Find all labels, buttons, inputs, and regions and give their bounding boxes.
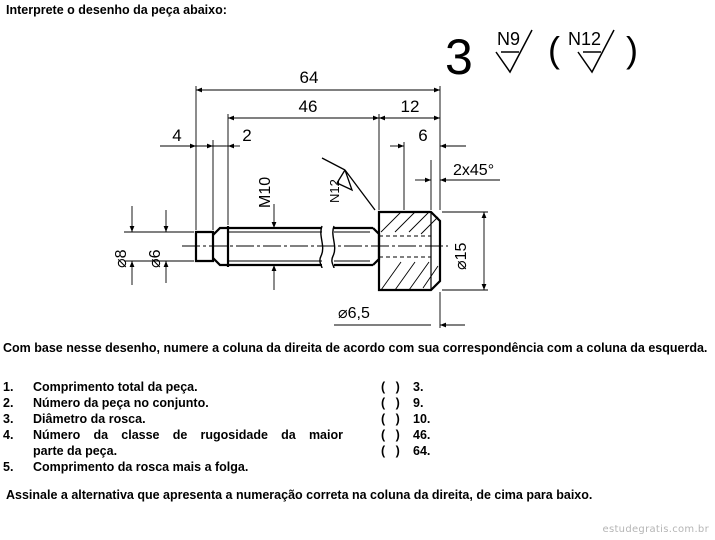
- dim-gap-label: 2: [242, 126, 252, 145]
- answer-blank[interactable]: ( ): [381, 412, 400, 426]
- dim-dia-6-5-label: ⌀6,5: [338, 305, 370, 322]
- watermark: estudegratis.com.br: [602, 524, 709, 535]
- dim-pin-label: 4: [172, 126, 182, 145]
- dim-dia-8-label: ⌀8: [113, 249, 130, 268]
- dim-thread-label: M10: [257, 176, 274, 208]
- dim-chamfer-label: 2x45°: [453, 162, 495, 179]
- question-text: Com base nesse desenho, numere a coluna da direita de acordo com sua correspondência com a coluna da esquerda.: [3, 341, 708, 355]
- item-text: Número da classe de rugosidade da maior: [33, 428, 343, 442]
- instruction-text: Assinale a alternativa que apresenta a numeração correta na coluna da direita, de cima para baixo.: [6, 488, 593, 502]
- part-number-label: 3: [445, 29, 473, 85]
- dim-total-label: 64: [299, 68, 319, 87]
- answer-blank[interactable]: ( ): [381, 444, 400, 458]
- item-text-continued: parte da peça.: [33, 444, 118, 458]
- finish-other-label: N12: [568, 29, 602, 49]
- dim-head-label: 12: [400, 97, 420, 116]
- answer-blank[interactable]: ( ): [381, 428, 400, 442]
- item-text: Comprimento da rosca mais a folga.: [33, 460, 249, 474]
- answer-value: 3.: [413, 380, 424, 394]
- answer-value: 46.: [413, 428, 431, 442]
- item-text: Número da peça no conjunto.: [33, 396, 209, 410]
- item-number: 2.: [3, 396, 14, 410]
- item-number: 4.: [3, 428, 14, 442]
- dim-dia-6-label: ⌀6: [147, 249, 164, 268]
- answer-blank[interactable]: ( ): [381, 396, 400, 410]
- item-number: 5.: [3, 460, 14, 474]
- finish-local-label: N12: [327, 179, 342, 203]
- dim-dia-15-label: ⌀15: [453, 242, 470, 270]
- item-text: Comprimento total da peça.: [33, 380, 198, 394]
- answer-value: 64.: [413, 444, 431, 458]
- dim-thread-region-label: 46: [298, 97, 318, 116]
- item-text: Diâmetro da rosca.: [33, 412, 146, 426]
- finish-general-label: N9: [497, 29, 521, 49]
- answer-blank[interactable]: ( ): [381, 380, 400, 394]
- page-title: Interprete o desenho da peça abaixo:: [6, 3, 227, 17]
- extension-lines: [124, 86, 488, 328]
- close-paren: ): [626, 29, 638, 70]
- answer-value: 9.: [413, 396, 424, 410]
- open-paren: (: [548, 29, 560, 70]
- answer-value: 10.: [413, 412, 431, 426]
- section-hatch: [381, 212, 438, 290]
- item-number: 3.: [3, 412, 14, 426]
- item-number: 1.: [3, 380, 14, 394]
- dim-head-step-label: 6: [418, 126, 428, 145]
